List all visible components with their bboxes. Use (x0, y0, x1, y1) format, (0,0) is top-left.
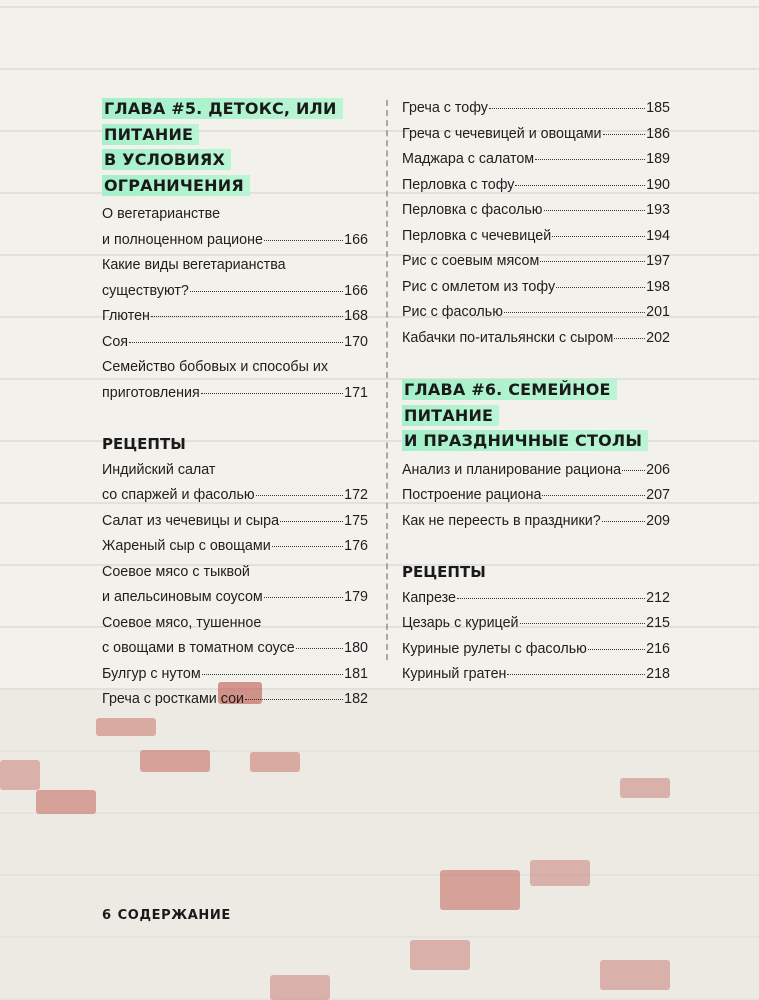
dot-leader (489, 108, 645, 109)
toc-page-number: 182 (344, 691, 368, 707)
toc-entry[interactable] (402, 458, 670, 484)
toc-entry-text: Построение рациона (402, 487, 542, 503)
chapter-6-recipes (402, 586, 670, 688)
toc-entry-text: Перловка с тофу (402, 176, 515, 193)
toc-entry[interactable] (402, 509, 670, 535)
toc-entry-text: Куриные рулеты с фасолью (402, 640, 587, 657)
toc-page-number: 180 (344, 640, 368, 656)
toc-page-number: 198 (646, 278, 670, 295)
toc-entry-text: и апельсиновым соусом (102, 589, 263, 605)
toc-entry-text: Греча с чечевицей и овощами (402, 125, 602, 142)
dot-leader (603, 134, 646, 135)
toc-page-number: 170 (344, 333, 368, 350)
dot-leader (201, 393, 343, 394)
dot-leader (504, 312, 645, 313)
dot-leader (245, 699, 343, 700)
toc-entry[interactable] (402, 326, 670, 352)
toc-entry[interactable] (402, 662, 670, 688)
dot-leader (520, 623, 646, 624)
dot-leader (507, 674, 645, 675)
toc-left-column (102, 96, 368, 713)
dot-leader (544, 210, 646, 211)
toc-entry-text: Как не переесть в праздники? (402, 512, 601, 529)
toc-entry-text: Кабачки по-итальянски с сыром (402, 329, 614, 346)
dot-leader (622, 470, 645, 471)
dot-leader (264, 240, 343, 241)
toc-entry[interactable] (402, 96, 670, 122)
chapter-6-title-line2: И ПРАЗДНИЧНЫЕ СТОЛЫ (402, 430, 648, 451)
page-number: 6 (102, 908, 112, 923)
toc-entry-text: Булгур с нутом (102, 665, 201, 682)
toc-page-number: 176 (344, 538, 368, 554)
toc-page-number: 197 (646, 253, 670, 269)
toc-page-number: 185 (646, 100, 670, 116)
toc-entry-text: Греча с ростками сои (102, 691, 245, 707)
dot-leader (190, 291, 343, 292)
toc-entry[interactable] (102, 304, 368, 330)
dot-leader (535, 159, 645, 160)
toc-entry-text: Анализ и планирование рациона (402, 461, 622, 478)
toc-entry-text: Греча с тофу (402, 100, 488, 116)
dot-leader (151, 316, 343, 317)
chapter-5-entries (102, 202, 368, 406)
chapter-5-recipes (102, 458, 368, 713)
toc-page-number: 175 (344, 512, 368, 529)
toc-page-number: 181 (344, 665, 368, 682)
toc-entry-text: с овощами в томатном соусе (102, 640, 295, 656)
toc-page-number: 190 (646, 176, 670, 193)
dot-leader (542, 495, 645, 496)
chapter-5-recipes-continued (402, 96, 670, 351)
dot-leader (202, 674, 343, 675)
toc-entry[interactable] (102, 611, 368, 662)
toc-entry-text: и полноценном рационе (102, 231, 263, 248)
toc-entry[interactable] (402, 300, 670, 326)
dot-leader (614, 338, 645, 339)
toc-page-number: 206 (646, 461, 670, 478)
toc-page-number: 202 (646, 329, 670, 346)
toc-page-number: 194 (646, 227, 670, 244)
toc-page-number: 212 (646, 589, 670, 606)
toc-entry[interactable] (402, 147, 670, 173)
toc-entry[interactable] (402, 483, 670, 509)
chapter-5-title-line2: В УСЛОВИЯХ ОГРАНИЧЕНИЯ (102, 149, 250, 196)
toc-entry-text: Рис с соевым мясом (402, 253, 540, 269)
dot-leader (552, 236, 645, 237)
column-divider (386, 100, 389, 660)
toc-entry[interactable] (402, 611, 670, 637)
dot-leader (129, 342, 343, 343)
running-title: СОДЕРЖАНИЕ (117, 908, 231, 923)
toc-entry[interactable] (102, 330, 368, 356)
chapter-6-heading (402, 377, 670, 454)
toc-entry[interactable] (102, 560, 368, 611)
toc-entry-text: Перловка с чечевицей (402, 227, 552, 244)
dot-leader (602, 521, 645, 522)
toc-entry-text: Рис с фасолью (402, 304, 503, 320)
toc-page-number: 201 (646, 304, 670, 320)
toc-entry[interactable] (102, 509, 368, 535)
dot-leader (272, 546, 343, 547)
dot-leader (256, 495, 344, 496)
toc-entry[interactable] (102, 202, 368, 253)
toc-entry-text: Капрезе (402, 589, 456, 606)
toc-entry[interactable] (402, 198, 670, 224)
chapter-6-entries (402, 458, 670, 535)
toc-entry[interactable] (402, 122, 670, 148)
toc-entry-text: Салат из чечевицы и сыра (102, 512, 280, 529)
toc-entry-text: Маджара с салатом (402, 151, 535, 167)
toc-entry[interactable] (102, 534, 368, 560)
toc-entry-text: Перловка с фасолью (402, 202, 543, 218)
recipes-heading-left: РЕЦЕПТЫ (102, 435, 186, 453)
toc-page-number: 179 (344, 589, 368, 605)
toc-entry-text: Какие виды вегетарианства (102, 257, 286, 273)
toc-entry[interactable] (402, 637, 670, 663)
toc-page-number: 209 (646, 512, 670, 529)
toc-page-number: 166 (344, 282, 368, 299)
toc-entry-text: О вегетарианстве (102, 206, 221, 222)
toc-entry[interactable] (102, 458, 368, 509)
dot-leader (515, 185, 645, 186)
toc-entry-text: Соевое мясо, тушенное (102, 614, 262, 631)
toc-entry-text: Куриный гратен (402, 666, 507, 682)
toc-entry[interactable] (102, 662, 368, 688)
toc-entry-text: Цезарь с курицей (402, 615, 519, 631)
toc-entry-text: Индийский салат (102, 461, 216, 478)
toc-entry[interactable] (102, 687, 368, 713)
chapter-6-title-line1: ГЛАВА #6. СЕМЕЙНОЕ ПИТАНИЕ (402, 379, 617, 426)
toc-entry[interactable] (102, 253, 368, 304)
toc-entry-text: со спаржей и фасолью (102, 487, 255, 503)
toc-entry-text: существуют? (102, 282, 189, 299)
toc-page-number: 216 (646, 640, 670, 657)
toc-page-number: 186 (646, 125, 670, 142)
toc-right-column (402, 96, 670, 688)
toc-entry[interactable] (402, 249, 670, 275)
toc-entry[interactable] (402, 224, 670, 250)
toc-entry-text: Соевое мясо с тыквой (102, 563, 250, 580)
toc-page-number: 207 (646, 487, 670, 503)
chapter-5-heading (102, 96, 368, 198)
dot-leader (556, 287, 645, 288)
dot-leader (296, 648, 343, 649)
chapter-5-title-line1: ГЛАВА #5. ДЕТОКС, ИЛИ ПИТАНИЕ (102, 98, 343, 145)
toc-page-number: 218 (646, 666, 670, 682)
toc-entry-text: Семейство бобовых и способы их (102, 359, 328, 375)
dot-leader (457, 598, 645, 599)
page-footer (102, 908, 231, 923)
toc-entry-text: Рис с омлетом из тофу (402, 278, 556, 295)
toc-entry[interactable] (402, 173, 670, 199)
toc-page-number: 189 (646, 151, 670, 167)
toc-entry-text: Глютен (102, 308, 150, 324)
toc-entry[interactable] (102, 355, 368, 406)
dot-leader (264, 597, 343, 598)
recipes-heading-right: РЕЦЕПТЫ (402, 563, 486, 581)
dot-leader (588, 649, 645, 650)
toc-page-number: 193 (646, 202, 670, 218)
toc-entry[interactable] (402, 586, 670, 612)
toc-page-number: 166 (344, 231, 368, 248)
toc-entry-text: приготовления (102, 384, 200, 401)
dot-leader (280, 521, 343, 522)
toc-page-number: 168 (344, 308, 368, 324)
toc-entry-text: Соя (102, 333, 129, 350)
toc-page-number: 171 (344, 384, 368, 401)
toc-page-number: 215 (646, 615, 670, 631)
toc-entry[interactable] (402, 275, 670, 301)
dot-leader (540, 261, 645, 262)
toc-page-number: 172 (344, 487, 368, 503)
toc-entry-text: Жареный сыр с овощами (102, 538, 271, 554)
